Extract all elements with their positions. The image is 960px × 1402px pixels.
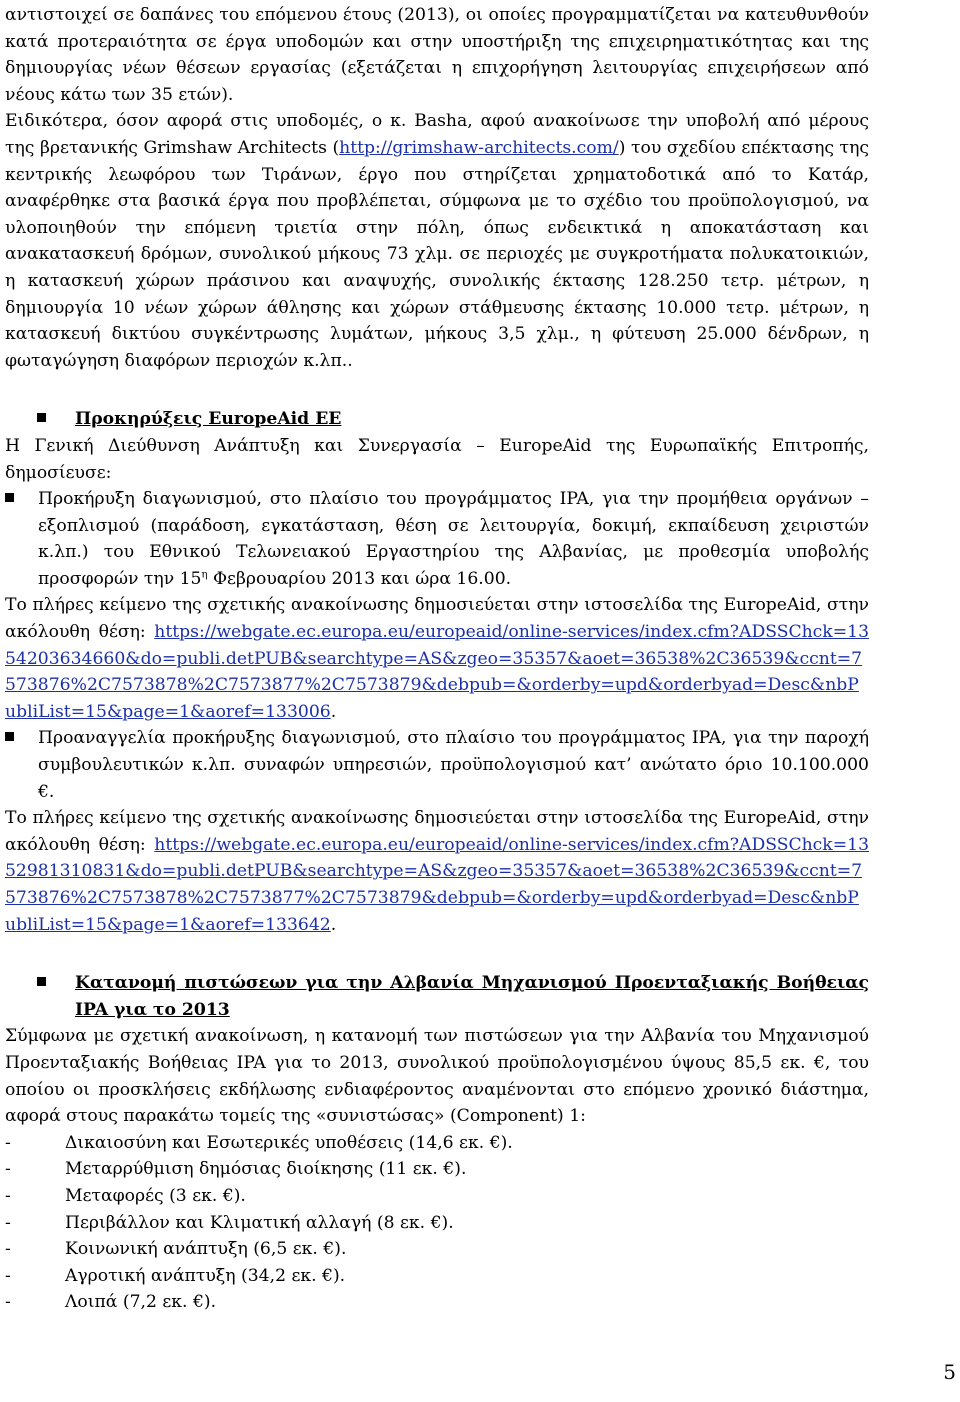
grimshaw-link[interactable]: http://grimshaw-architects.com/ xyxy=(339,137,619,158)
dash-marker: - xyxy=(5,1132,11,1153)
intro-paragraph: αντιστοιχεί σε δαπάνες του επόμενου έτους (2013), οι οποίες προγραμματίζεται να κατευθυνθούν κατά προτεραιότητα σε έργα υποδομών και στην υποστήριξη της επιχειρηματικότητας και της δημιουργίας νέων θέσεων εργασίας (εξετάζεται η επιχορήγηση λειτουργίας επιχειρήσεων από νέους κάτω των 35 ετών). xyxy=(5,5,869,105)
bullet-square-icon xyxy=(37,413,46,422)
list-item-label: Δικαιοσύνη και Εσωτερικές υποθέσεις (14,6 εκ. €). xyxy=(65,1132,513,1153)
page-number: 5 xyxy=(943,1360,956,1384)
europeaid-item-2-note: Το πλήρες κείμενο της σχετικής ανακοίνωσης δημοσιεύεται στην ιστοσελίδα της EuropeAid, στην ακόλουθη θέση: https://webgate.ec.europa.eu/europeaid/online-services/index.cfm?ADSSChck=1352981310831&do=publi.detPUB&searchtype=AS&zgeo=35357&aoet=36538%2C36539&ccnt=7573876%2C7573878%2C7573877%2C7573879&debpub=&orderby=upd&orderbyad=Desc&nbPubliList=15&page=1&aoref=133642. xyxy=(5,808,869,935)
list-item-label: Μεταφορές (3 εκ. €). xyxy=(65,1185,246,1206)
dash-marker: - xyxy=(5,1292,11,1313)
list-item xyxy=(5,1130,869,1157)
list-item-label: Περιβάλλον και Κλιματική αλλαγή (8 εκ. €). xyxy=(65,1212,454,1233)
list-item-label: Μεταρρύθμιση δημόσιας διοίκησης (11 εκ. €). xyxy=(65,1159,467,1180)
ipa-allocation-list xyxy=(5,1130,869,1316)
list-item xyxy=(5,1263,869,1290)
list-item-label: Λοιπά (7,2 εκ. €). xyxy=(65,1292,217,1313)
europeaid-item-2: Προαναγγελία προκήρυξης διαγωνισμού, στο πλαίσιο του προγράμματος IPA, για την παροχή συμβουλευτικών κ.λπ. συναφών υπηρεσιών, προϋπολογισμού κατ’ ανώτατο όριο 10.100.000 €. xyxy=(5,725,869,805)
dash-marker: - xyxy=(5,1212,11,1233)
dash-marker: - xyxy=(5,1239,11,1260)
list-item xyxy=(5,1183,869,1210)
dash-marker: - xyxy=(5,1185,11,1206)
document-page xyxy=(5,2,869,1316)
list-item xyxy=(5,1236,869,1263)
bullet-square-icon xyxy=(5,493,14,502)
europeaid-heading: Προκηρύξεις EuropeAid ΕΕ xyxy=(5,406,869,433)
ipa-intro: Σύμφωνα με σχετική ανακοίνωση, η κατανομή των πιστώσεων για την Αλβανία του Μηχανισμού Προενταξιακής Βοήθειας IPA για το 2013, συνολικού προϋπολογισμένου ύψους 85,5 εκ. €, του οποίου οι προσκλήσεις εκδήλωσης ενδιαφέροντος αναμένονται στο επόμενο χρονικό διάστημα, αφορά στους παρακάτω τομείς της «συνιστώσας» (Component) 1: xyxy=(5,1026,869,1127)
list-item xyxy=(5,1289,869,1316)
list-item xyxy=(5,1210,869,1237)
bullet-square-icon xyxy=(37,977,46,986)
ipa-heading: Κατανομή πιστώσεων για την Αλβανία Μηχανισμού Προενταξιακής Βοήθειας IPA για το 2013 xyxy=(5,970,869,1023)
europeaid-item-1-note: Το πλήρες κείμενο της σχετικής ανακοίνωσης δημοσιεύεται στην ιστοσελίδα της EuropeAid, στην ακόλουθη θέση: https://webgate.ec.europa.eu/europeaid/online-services/index.cfm?ADSSChck=1354203634660&do=publi.detPUB&searchtype=AS&zgeo=35357&aoet=36538%2C36539&ccnt=7573876%2C7573878%2C7573877%2C7573879&debpub=&orderby=upd&orderbyad=Desc&nbPubliList=15&page=1&aoref=133006. xyxy=(5,595,869,722)
europeaid-link-1[interactable]: https://webgate.ec.europa.eu/europeaid/online-services/index.cfm?ADSSChck=1354203634660&do=publi.detPUB&searchtype=AS&zgeo=35357&aoet=36538%2C36539&ccnt=7573876%2C7573878%2C7573877%2C7573879&debpub=&orderby=upd&orderbyad=Desc&nbPubliList=15&page=1&aoref=133006 xyxy=(5,622,869,722)
bullet-square-icon xyxy=(5,732,14,741)
list-item-label: Κοινωνική ανάπτυξη (6,5 εκ. €). xyxy=(65,1239,347,1260)
list-item-label: Αγροτική ανάπτυξη (34,2 εκ. €). xyxy=(65,1265,346,1286)
europeaid-item-1: Προκήρυξη διαγωνισμού, στο πλαίσιο του προγράμματος IPA, για την προμήθεια οργάνων – εξοπλισμού (παράδοση, εγκατάσταση, θέση σε λειτουργία, δοκιμή, εκπαίδευση χειριστών κ.λπ.) του Εθνικού Τελωνειακού Εργαστηρίου της Αλβανίας, με προθεσμία υποβολής προσφορών την $15^\eta$ Φεβρουαρίου 2013 και ώρα 16.00. xyxy=(5,486,869,592)
europeaid-link-2[interactable]: https://webgate.ec.europa.eu/europeaid/online-services/index.cfm?ADSSChck=1352981310831&do=publi.detPUB&searchtype=AS&zgeo=35357&aoet=36538%2C36539&ccnt=7573876%2C7573878%2C7573877%2C7573879&debpub=&orderby=upd&orderbyad=Desc&nbPubliList=15&page=1&aoref=133642 xyxy=(5,834,869,935)
list-item xyxy=(5,1156,869,1183)
dash-marker: - xyxy=(5,1265,11,1286)
dash-marker: - xyxy=(5,1159,11,1180)
europeaid-intro: Η Γενική Διεύθυνση Ανάπτυξη και Συνεργασία – EuropeAid της Ευρωπαϊκής Επιτροπής, δημοσίευσε: xyxy=(5,435,869,483)
infrastructure-paragraph: Ειδικότερα, όσον αφορά στις υποδομές, ο κ. Basha, αφού ανακοίνωσε την υποβολή από μέρους της βρετανικής Grimshaw Architects (http://grimshaw-architects.com/) του σχεδίου επέκτασης της κεντρικής λεωφόρου των Τιράνων, έργο που στηρίζεται χρηματοδοτικά από το Κατάρ, αναφέρθηκε στα βασικά έργα που προβλέπεται, σύμφωνα με το σχέδιο του προϋπολογισμού, να υλοποιηθούν την επόμενη τριετία στην πόλη, όπως ενδεικτικά η αποκατάσταση και ανακατασκευή δρόμων, συνολικού μήκους 73 χλμ. σε περιοχές με συγκροτήματα πολυκατοικιών, η κατασκευή χώρων πράσινου και αναψυχής, συνολικής έκτασης 128.250 τετρ. μέτρων, η δημιουργία 10 νέων χώρων άθλησης και χώρων στάθμευσης έκτασης 10.000 τετρ. μέτρων, η κατασκευή δικτύου συγκέντρωσης λυμάτων, μήκους 3,5 χλμ., η φύτευση 25.000 δένδρων, η φωταγώγηση διαφόρων περιοχών κ.λπ.. xyxy=(5,111,869,371)
